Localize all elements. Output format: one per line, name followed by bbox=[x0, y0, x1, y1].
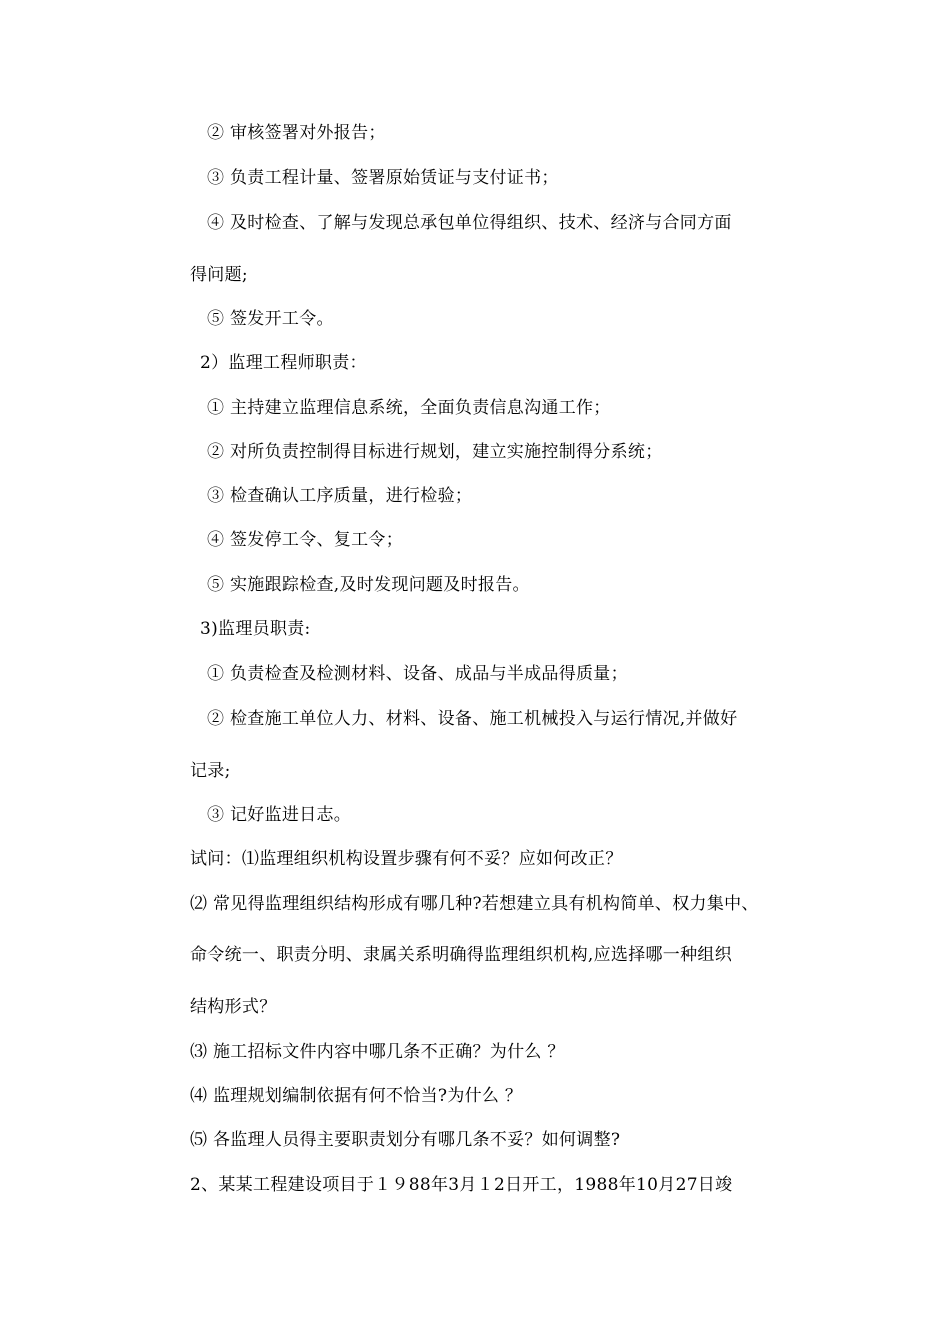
text-line-5: ⑤ 签发开工令。 bbox=[207, 309, 334, 329]
question-2-cont-1: 命令统一、职责分明、隶属关系明确得监理组织机构,应选择哪一种组织 bbox=[190, 945, 733, 965]
text-line-10: ④ 签发停工令、复工令； bbox=[207, 530, 404, 550]
text-line-1: ② 审核签署对外报告； bbox=[207, 123, 386, 143]
question-5: ⑸ 各监理人员得主要职责划分有哪几条不妥？如何调整? bbox=[190, 1130, 621, 1150]
heading-supervising-engineer: 2）监理工程师职责： bbox=[200, 353, 367, 373]
text-line-9: ③ 检查确认工序质量，进行检验； bbox=[207, 486, 473, 506]
text-line-8: ② 对所负责控制得目标进行规划，建立实施控制得分系统； bbox=[207, 442, 663, 462]
text-line-7: ① 主持建立监理信息系统，全面负责信息沟通工作； bbox=[207, 398, 611, 418]
question-4: ⑷ 监理规划编制依据有何不恰当?为什么 ？ bbox=[190, 1086, 523, 1106]
text-line-13: ① 负责检查及检测材料、设备、成品与半成品得质量； bbox=[207, 664, 628, 684]
text-line-14: ② 检查施工单位人力、材料、设备、施工机械投入与运行情况,并做好 bbox=[207, 709, 738, 729]
text-line-15: 记录; bbox=[190, 761, 231, 781]
heading-supervisor: 3)监理员职责: bbox=[200, 619, 311, 639]
case-2-intro: 2、某某工程建设项目于１９88年3月１2日开工，1988年10月27日竣 bbox=[190, 1175, 733, 1195]
text-line-3: ④ 及时检查、了解与发现总承包单位得组织、技术、经济与合同方面 bbox=[207, 213, 732, 233]
question-2-cont-2: 结构形式？ bbox=[190, 997, 277, 1017]
text-line-2: ③ 负责工程计量、签署原始赁证与支付证书； bbox=[207, 168, 559, 188]
text-line-16: ③ 记好监进日志。 bbox=[207, 805, 352, 825]
text-line-4: 得问题; bbox=[190, 265, 248, 285]
question-2: ⑵ 常见得监理组织结构形成有哪几种?若想建立具有机构简单、权力集中、 bbox=[190, 894, 759, 914]
question-3: ⑶ 施工招标文件内容中哪几条不正确？为什么 ？ bbox=[190, 1042, 565, 1062]
question-1: 试问：⑴监理组织机构设置步骤有何不妥？应如何改正？ bbox=[190, 849, 623, 869]
text-line-11: ⑤ 实施跟踪检查,及时发现问题及时报告。 bbox=[207, 575, 530, 595]
